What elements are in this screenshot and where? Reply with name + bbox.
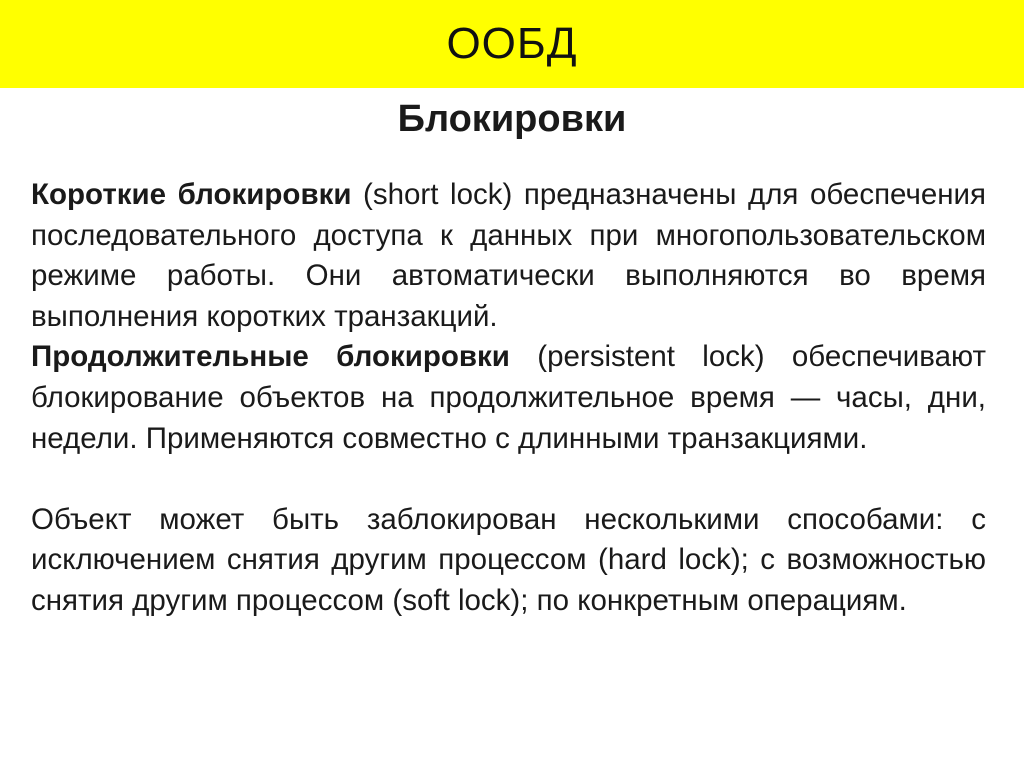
slide-content [31,175,986,622]
paragraph-lock-modes: Объект может быть заблокирован несколькими способами: с исключением снятия другим процессом (hard lock); с возможностью снятия другим процессом (soft lock); по конкретным операциям. [31,502,986,617]
term-persistent-lock: Продолжительные блокировки [31,340,510,374]
header-title: ООБД [446,19,578,68]
term-short-lock: Короткие блокировки [31,178,352,211]
paragraph-persistent-lock [31,337,986,459]
paragraph-short-lock-text: (short lock) предназначены для обеспечения последовательного доступа к данных при многопользовательском режиме работы. Они автоматически выполняются во время выполнения коротких транзакций. [31,178,986,333]
slide-heading: Блокировки [397,98,627,140]
paragraph-persistent-lock-text: (persistent lock) обеспечивают блокирование объектов на продолжительное время — часы, дни, недели. Применяются совместно с длинными транзакциями. [31,340,986,455]
paragraph-short-lock [31,175,986,337]
paragraph-spacer [31,459,986,500]
header-band [0,0,1024,88]
